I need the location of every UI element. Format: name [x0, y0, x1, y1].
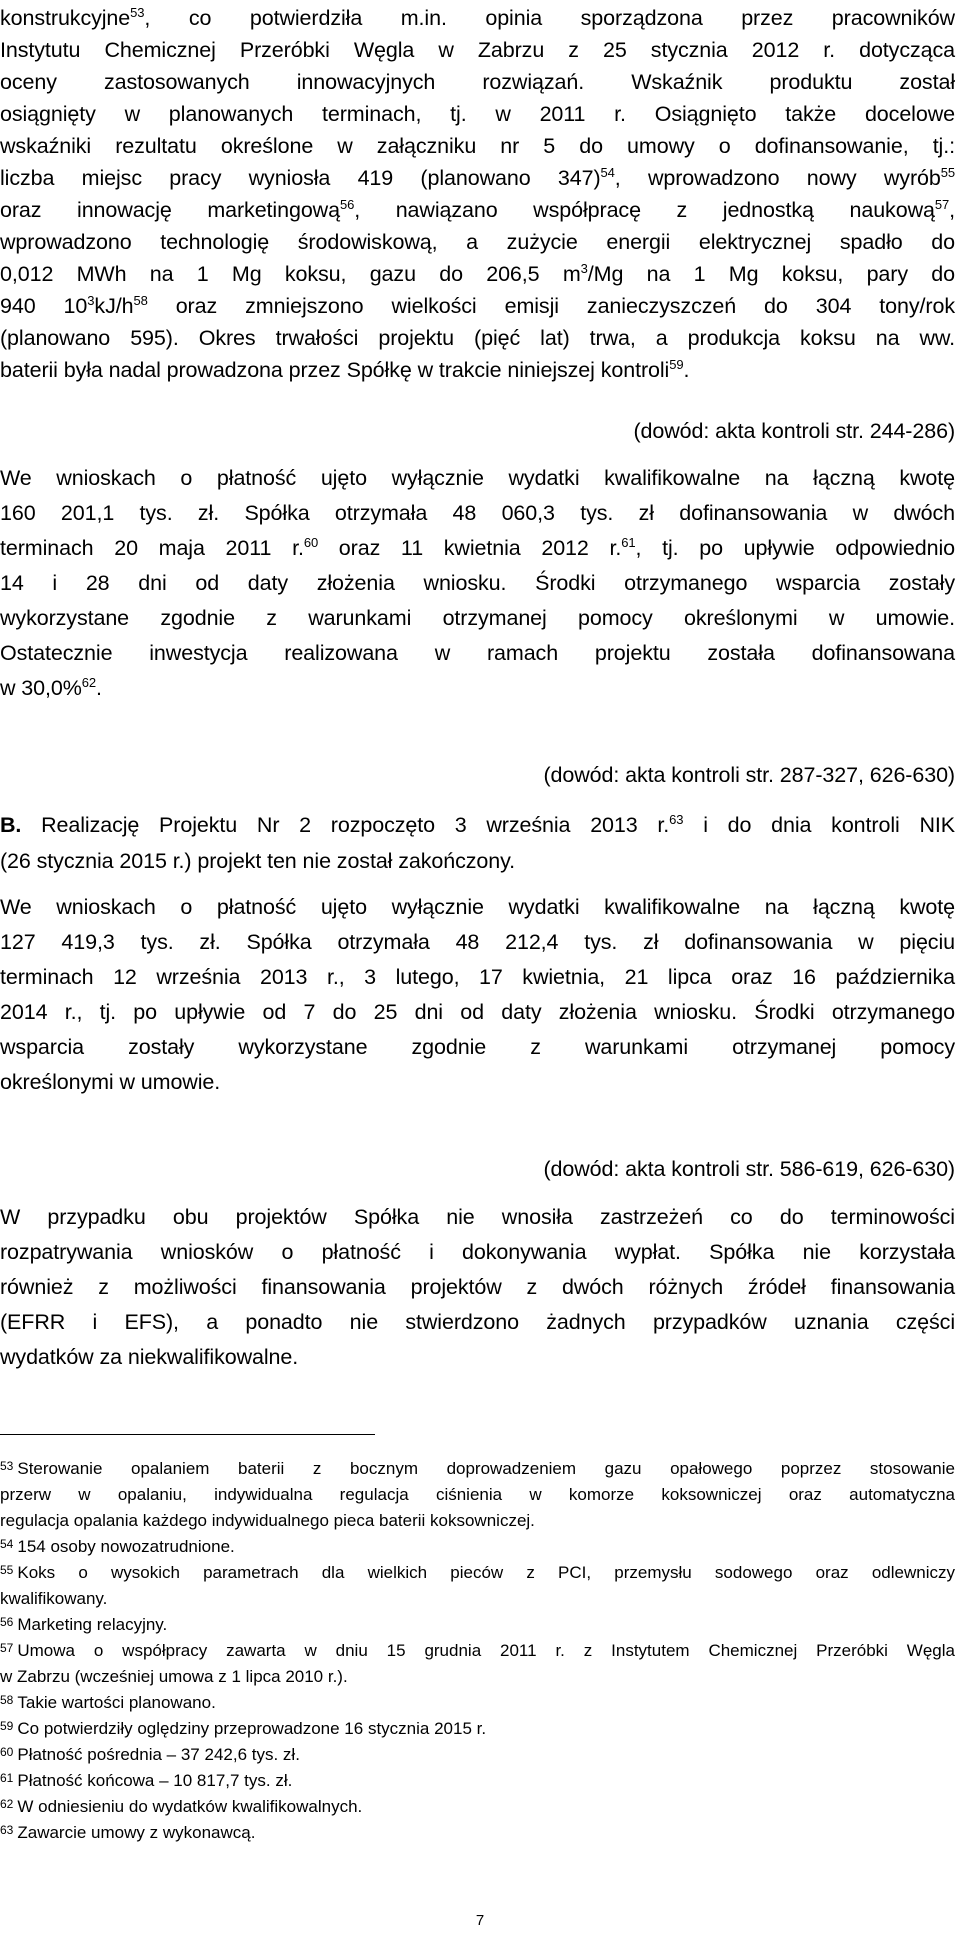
footnote-reference: 61 — [621, 535, 636, 550]
footnote-62: $^{62}$ W odniesieniu do wydatków kwalifikowalnych. — [0, 1797, 363, 1816]
paragraph-2-line: wykorzystane zgodnie z warunkami otrzymanej pomocy określonymi w umowie. — [0, 606, 955, 630]
footnote-number: 53 — [0, 1459, 14, 1473]
paragraph-1-line: konstrukcyjne$^{53}$, co potwierdziła m.in. opinia sporządzona przez pracowników — [0, 5, 955, 30]
footnote-55: $^{55}$ Koks o wysokich parametrach dla wielkich pieców z PCI, przemysłu sodowego oraz odlewniczy — [0, 1563, 955, 1582]
paragraph-2-line: 14 i 28 dni od daty złożenia wniosku. Środki otrzymanego wsparcia zostały — [0, 571, 955, 595]
paragraph-5-line: również z możliwości finansowania projektów z dwóch różnych źródeł finansowania — [0, 1275, 955, 1299]
footnote-number: 58 — [0, 1693, 14, 1707]
footnote-number: 55 — [0, 1563, 14, 1577]
footnote-number: 61 — [0, 1771, 14, 1785]
footnote-number: 63 — [0, 1823, 14, 1837]
paragraph-1-line: (planowano 595). Okres trwałości projektu (pięć lat) trwa, a produkcja koksu na ww. — [0, 326, 955, 350]
paragraph-1-line: baterii była nadal prowadzona przez Spółkę w trakcie niniejszej kontroli$^{59}$. — [0, 357, 690, 382]
footnote-57: $^{57}$ Umowa o współpracy zawarta w dniu 15 grudnia 2011 r. z Instytutem Chemicznej Przeróbki Węgla — [0, 1641, 955, 1660]
footnote-53: $^{53}$ Sterowanie opalaniem baterii z bocznym doprowadzeniem gazu opałowego poprzez stosowanie — [0, 1459, 955, 1478]
footnote-58: $^{58}$ Takie wartości planowano. — [0, 1693, 216, 1712]
footnote-56: $^{56}$ Marketing relacyjny. — [0, 1615, 168, 1634]
footnote-reference: 54 — [600, 165, 615, 180]
paragraph-1-line: wprowadzono technologię środowiskową, a zużycie energii elektrycznej spadło do — [0, 230, 955, 254]
footnote-61: $^{61}$ Płatność końcowa – 10 817,7 tys. zł. — [0, 1771, 293, 1790]
footnote-reference: 60 — [303, 535, 319, 550]
paragraph-2-line: w 30,0%$^{62}$. — [0, 675, 102, 700]
paragraph-4-line: We wnioskach o płatność ujęto wyłącznie wydatki kwalifikowalne na łączną kwotę — [0, 895, 955, 919]
footnote-reference: 58 — [133, 293, 148, 308]
paragraph-3-line: (26 stycznia 2015 r.) projekt ten nie został zakończony. — [0, 849, 516, 873]
footnote-reference: 3 — [87, 293, 95, 308]
footnote-number: 60 — [0, 1745, 14, 1759]
footnote-57: w Zabrzu (wcześniej umowa z 1 lipca 2010 r.). — [0, 1667, 348, 1686]
footnote-reference: 62 — [81, 675, 97, 690]
paragraph-1-line: 940 $10^3kJ/h^{58}$ oraz zmniejszono wielkości emisji zanieczyszczeń do 304 tony/rok — [0, 293, 955, 318]
paragraph-1-line: oceny zastosowanych innowacyjnych rozwiązań. Wskaźnik produktu został — [0, 70, 955, 94]
paragraph-5-line: (EFRR i EFS), a ponadto nie stwierdzono żadnych przypadków uznania części — [0, 1310, 955, 1334]
footnote-reference: 63 — [669, 812, 684, 827]
footnote-number: 62 — [0, 1797, 14, 1811]
paragraph-4-line: 2014 r., tj. po upływie od 7 do 25 dni od daty złożenia wniosku. Środki otrzymanego — [0, 1000, 955, 1024]
footnote-60: $^{60}$ Płatność pośrednia – 37 242,6 tys. zł. — [0, 1745, 300, 1764]
footnote-reference: 57 — [934, 197, 950, 212]
footnote-54: $^{54}$ 154 osoby nowozatrudnione. — [0, 1537, 235, 1556]
paragraph-1-line: wskaźniki rezultatu określone w załączniku nr 5 do umowy o dofinansowanie, tj.: — [0, 134, 955, 158]
paragraph-5-line: wydatków za niekwalifikowalne. — [0, 1345, 299, 1369]
paragraph-2-line: 160 201,1 tys. zł. Spółka otrzymała 48 060,3 tys. zł dofinansowania w dwóch — [0, 501, 955, 525]
paragraph-2-line: We wnioskach o płatność ujęto wyłącznie wydatki kwalifikowalne na łączną kwotę — [0, 466, 955, 490]
footnote-reference: 59 — [669, 357, 684, 372]
paragraph-5-line: W przypadku obu projektów Spółka nie wnosiła zastrzeżeń co do terminowości — [0, 1205, 955, 1229]
paragraph-4-line: 127 419,3 tys. zł. Spółka otrzymała 48 212,4 tys. zł dofinansowania w pięciu — [0, 930, 955, 954]
paragraph-2-line: terminach 20 maja 2011 r.$^{60}$ oraz 11 kwietnia 2012 r.$^{61}$, tj. po upływie odpowiednio — [0, 535, 955, 560]
section-label: B. — [0, 813, 22, 837]
evidence-reference: (dowód: akta kontroli str. 287-327, 626-630) — [543, 763, 955, 787]
evidence-reference: (dowód: akta kontroli str. 244-286) — [633, 419, 955, 443]
footnote-53: regulacja opalania każdego indywidualnego pieca baterii koksowniczej. — [0, 1511, 535, 1530]
footnote-55: kwalifikowany. — [0, 1589, 108, 1608]
footnote-number: 57 — [0, 1641, 14, 1655]
paragraph-4-line: wsparcia zostały wykorzystane zgodnie z warunkami otrzymanej pomocy — [0, 1035, 955, 1059]
paragraph-1-line: Instytutu Chemicznej Przeróbki Węgla w Zabrzu z 25 stycznia 2012 r. dotycząca — [0, 38, 955, 62]
footnote-separator — [0, 1434, 375, 1435]
paragraph-1-line: 0,012 MWh na 1 Mg koksu, gazu do 206,5 $m^3/Mg$ na 1 Mg koksu, pary do — [0, 261, 955, 286]
paragraph-1-line: liczba miejsc pracy wyniosła 419 (planowano 347)$^{54}$, wprowadzono nowy wyrób$^{55}$ — [0, 165, 955, 190]
footnote-63: $^{63}$ Zawarcie umowy z wykonawcą. — [0, 1823, 256, 1842]
paragraph-3-line: B. Realizację Projektu Nr 2 rozpoczęto 3 września 2013 r.$^{63}$ i do dnia kontroli NIK — [0, 812, 955, 837]
footnote-number: 59 — [0, 1719, 14, 1733]
paragraph-4-line: terminach 12 września 2013 r., 3 lutego, 17 kwietnia, 21 lipca oraz 16 października — [0, 965, 955, 989]
paragraph-1-line: osiągnięty w planowanych terminach, tj. w 2011 r. Osiągnięto także docelowe — [0, 102, 955, 126]
footnote-number: 56 — [0, 1615, 14, 1629]
footnote-reference: 56 — [339, 197, 355, 212]
evidence-reference: (dowód: akta kontroli str. 586-619, 626-630) — [543, 1157, 955, 1181]
paragraph-4-line: określonymi w umowie. — [0, 1070, 221, 1094]
footnote-reference: 55 — [940, 165, 955, 180]
footnote-59: $^{59}$ Co potwierdziły oględziny przeprowadzone 16 stycznia 2015 r. — [0, 1719, 487, 1738]
footnote-reference: 3 — [580, 261, 588, 276]
footnote-53: przerw w opalaniu, indywidualna regulacja ciśnienia w komorze koksowniczej oraz automatyczna — [0, 1485, 955, 1504]
footnote-number: 54 — [0, 1537, 14, 1551]
footnote-reference: 53 — [130, 5, 145, 20]
paragraph-5-line: rozpatrywania wniosków o płatność i dokonywania wypłat. Spółka nie korzystała — [0, 1240, 955, 1264]
paragraph-2-line: Ostatecznie inwestycja realizowana w ramach projektu została dofinansowana — [0, 641, 955, 665]
page-number: 7 — [475, 1912, 485, 1929]
paragraph-1-line: oraz innowację marketingową$^{56}$, nawiązano współpracę z jednostką naukową$^{57}$, — [0, 197, 955, 222]
